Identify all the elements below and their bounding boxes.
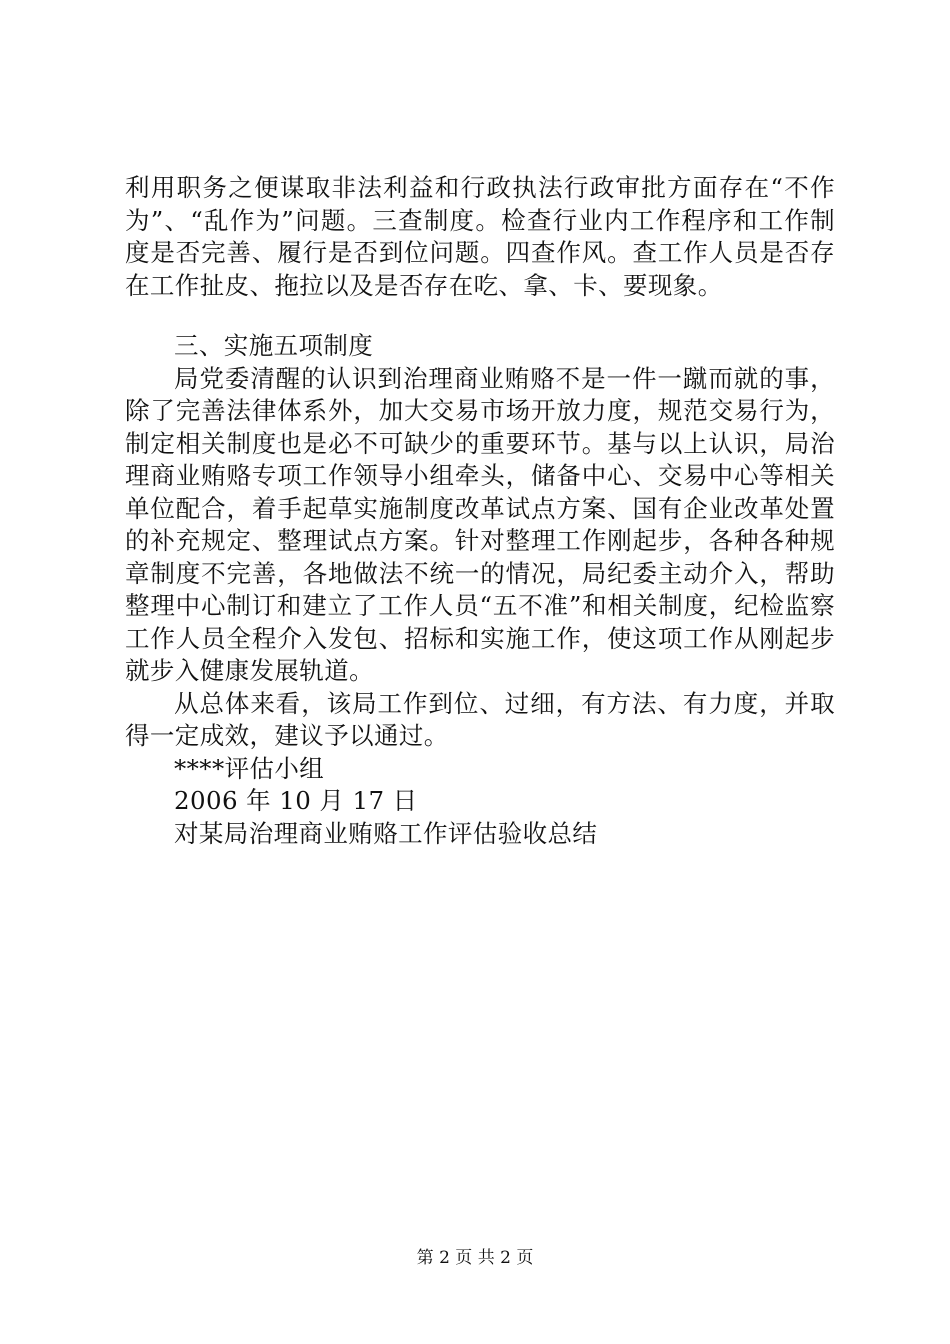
signature-line: ****评估小组 (174, 753, 325, 783)
document-body (125, 172, 835, 850)
page-number-footer: 第 2 页 共 2 页 (416, 1248, 534, 1268)
paragraph-gap (125, 302, 835, 330)
date-line: 2006 年 10 月 17 日 (174, 786, 418, 815)
section-heading: 三、实施五项制度 (174, 331, 374, 360)
paragraph-implementation: 局党委清醒的认识到治理商业贿赂不是一件一蹴而就的事，除了完善法律体系外，加大交易市场开放力度，规范交易行为，制定相关制度也是必不可缺少的重要环节。基与以上认识，局治理商业贿赂专项工作领导小组牵头，储备中心、交易中心等相关单位配合，着手起草实施制度改革试点方案、国有企业改革处置的补充规定、整理试点方案。针对整理工作刚起步，各种各种规章制度不完善，各地做法不统一的情况，局纪委主动介入，帮助整理中心制订和建立了工作人员“五不准”和相关制度，纪检监察工作人员全程介入发包、招标和实施工作，使这项工作从刚起步就步入健康发展轨道。 (125, 363, 835, 685)
paragraph-conclusion: 从总体来看，该局工作到位、过细，有方法、有力度，并取得一定成效，建议予以通过。 (125, 688, 835, 750)
closing-title: 对某局治理商业贿赂工作评估验收总结 (174, 818, 598, 848)
paragraph-continuation: 利用职务之便谋取非法利益和行政执法行政审批方面存在“不作为”、“乱作为”问题。三查制度。检查行业内工作程序和工作制度是否完善、履行是否到位问题。四查作风。查工作人员是否存在工作扯皮、拖拉以及是否存在吃、拿、卡、要现象。 (125, 173, 835, 300)
